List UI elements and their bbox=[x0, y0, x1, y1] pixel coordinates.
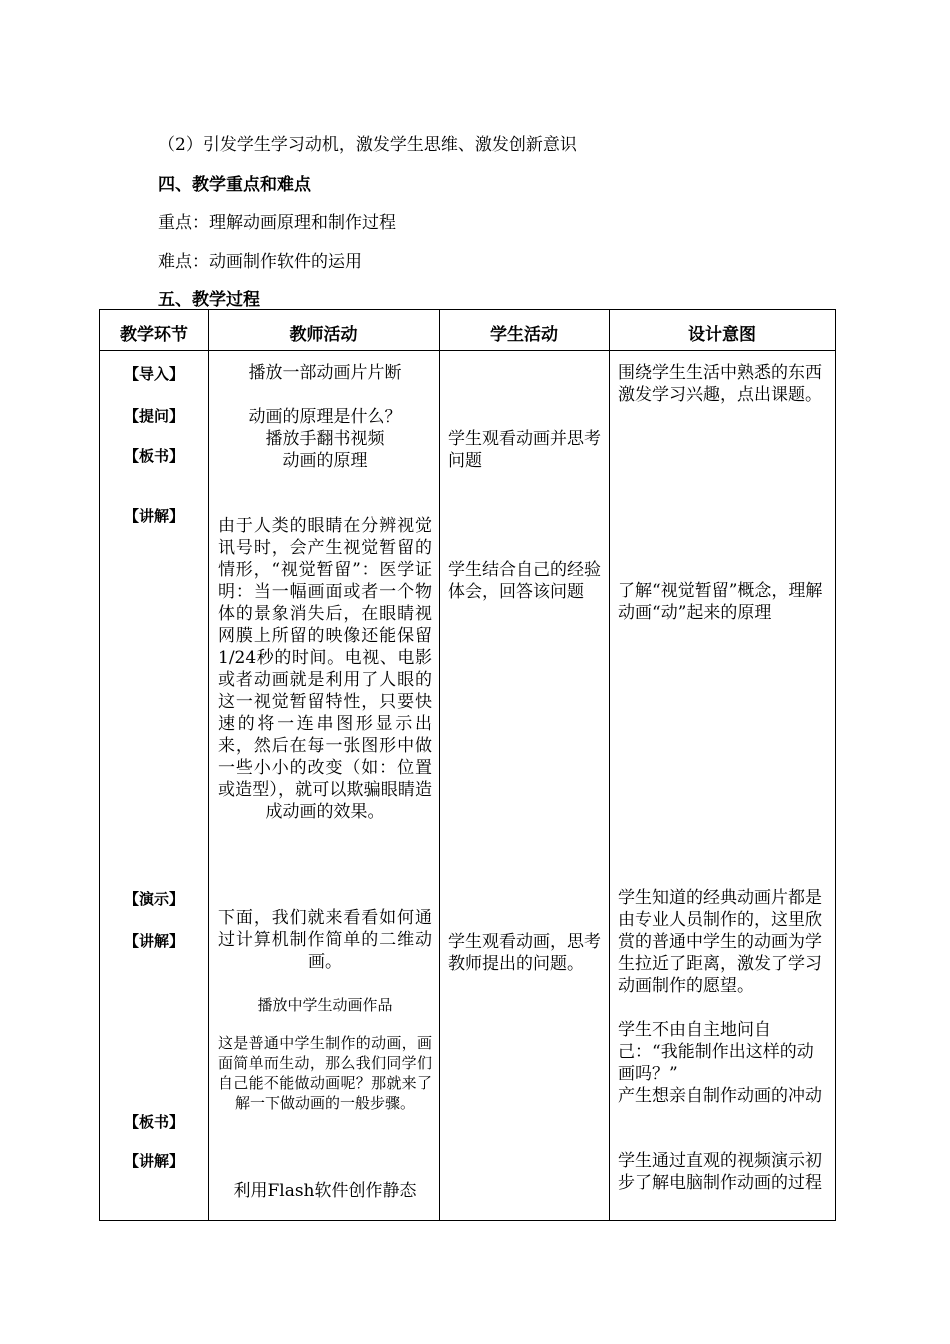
difficulty-line: 难点：动画制作软件的运用 bbox=[158, 252, 362, 272]
design-intent: 学生通过直观的视频演示初步了解电脑制作动画的过程 bbox=[618, 1151, 822, 1193]
design-intent: 围绕学生生活中熟悉的东西激发学习兴趣，点出课题。 bbox=[618, 363, 822, 405]
table-divider bbox=[609, 310, 610, 1220]
student-activity: 学生结合自己的经验体会，回答该问题 bbox=[448, 560, 601, 602]
teacher-activity: 动画的原理是什么？ bbox=[248, 407, 402, 427]
section-heading-key-points: 四、教学重点和难点 bbox=[158, 175, 311, 195]
teaching-process-table bbox=[99, 309, 836, 1221]
header-teacher: 教师活动 bbox=[289, 325, 358, 345]
design-intent: 学生不由自主地问自己：“我能制作出这样的动画吗？” bbox=[618, 1020, 814, 1084]
stage-label: 【讲解】 bbox=[123, 507, 184, 525]
teacher-activity: 动画的原理 bbox=[282, 451, 368, 471]
stage-label: 【提问】 bbox=[123, 407, 184, 425]
table-divider bbox=[439, 310, 440, 1220]
design-intent: 了解“视觉暂留”概念，理解动画“动”起来的原理 bbox=[618, 581, 823, 623]
objective-line: （2）引发学生学习动机，激发学生思维、激发创新意识 bbox=[158, 135, 577, 155]
stage-label: 【讲解】 bbox=[123, 932, 184, 950]
header-student: 学生活动 bbox=[490, 325, 558, 345]
header-divider bbox=[100, 350, 835, 351]
stage-label: 【讲解】 bbox=[123, 1152, 184, 1170]
teacher-activity: 这是普通中学生制作的动画，画面简单而生动，那么我们同学们自己能不能做动画呢？那就来了解一下做动画的一般步骤。 bbox=[218, 1034, 432, 1112]
section-heading-process: 五、教学过程 bbox=[158, 290, 260, 310]
table-divider bbox=[208, 310, 209, 1220]
teacher-activity: 播放一部动画片片断 bbox=[248, 363, 402, 383]
teacher-activity: 由于人类的眼睛在分辨视觉讯号时，会产生视觉暂留的情形，“视觉暂留”：医学证明：当一幅画面或者一个物体的景象消失后，在眼睛视网膜上所留的映像还能保留1/24秒的时间。电视、电影或者动画就是利用了人眼的这一视觉暂留特性，只要快速的将一连串图形显示出来，然后在每一张图形中做一些小小的改变（如：位置或造型），就可以欺骗眼睛造成动画的效果。 bbox=[218, 516, 432, 822]
student-activity: 学生观看动画并思考问题 bbox=[448, 429, 601, 471]
teacher-activity: 利用Flash软件创作静态 bbox=[233, 1181, 417, 1201]
stage-label: 【导入】 bbox=[123, 365, 184, 383]
design-intent: 学生知道的经典动画片都是由专业人员制作的，这里欣赏的普通中学生的动画为学生拉近了距离，激发了学习动画制作的愿望。 bbox=[618, 888, 822, 996]
stage-label: 【板书】 bbox=[123, 1113, 184, 1131]
teacher-activity: 播放中学生动画作品 bbox=[257, 996, 393, 1014]
student-activity: 学生观看动画，思考教师提出的问题。 bbox=[448, 932, 601, 974]
stage-label: 【板书】 bbox=[123, 447, 184, 465]
design-intent: 产生想亲自制作动画的冲动 bbox=[618, 1086, 822, 1106]
header-stage: 教学环节 bbox=[120, 325, 188, 345]
key-point-line: 重点：理解动画原理和制作过程 bbox=[158, 213, 396, 233]
header-intent: 设计意图 bbox=[688, 325, 756, 345]
stage-label: 【演示】 bbox=[123, 890, 184, 908]
teacher-activity: 下面，我们就来看看如何通过计算机制作简单的二维动画。 bbox=[218, 908, 432, 972]
teacher-activity: 播放手翻书视频 bbox=[265, 429, 385, 449]
